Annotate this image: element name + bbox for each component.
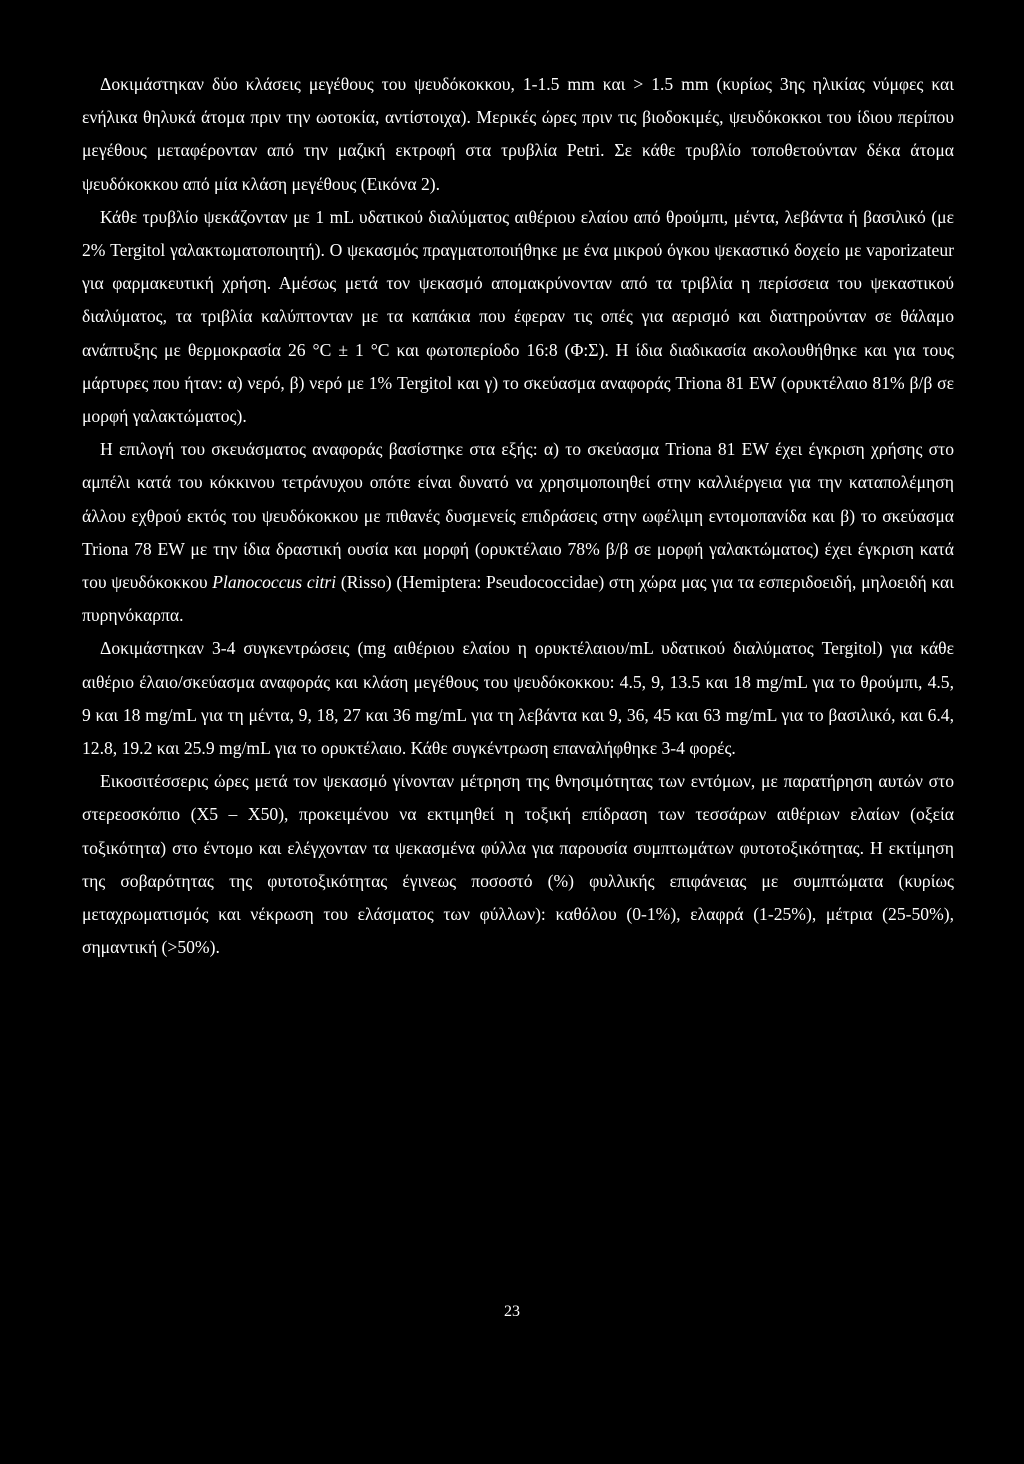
page-number: 23 — [504, 1303, 520, 1320]
document-body — [82, 68, 954, 964]
reference-text-before: Η επιλογή του σκευάσματος αναφοράς βασίστηκε στα εξής: α) το σκεύασμα Triona 81 EW έχει έγκριση χρήσης στο αμπέλι κατά του κόκκινου τετράνυχου οπότε είναι δυνατό να χρησιμοποιηθεί στην καλλιέργεια για την καταπολέμηση άλλου εχθρού εκτός του ψευδόκοκκου με πιθανές δυσμενείς επιδράσεις στην ωφέλιμη εντομοπανίδα και β) το σκεύασμα Triona 78 EW με την ίδια δραστική ουσία και μορφή (ορυκτέλαιο 78% β/β σε μορφή γαλακτώματος) έχει έγκριση κατά του ψευδόκοκκου — [82, 439, 954, 593]
paragraph-size-classes: Δοκιμάστηκαν δύο κλάσεις μεγέθους του ψευδόκοκκου, 1-1.5 mm και > 1.5 mm (κυρίως 3ης ηλικίας νύμφες και ενήλικα θηλυκά άτομα πριν την ωοτοκία, αντίστοιχα). Μερικές ώρες πριν τις βιοδοκιμές, ψευδόκοκκοι του ίδιου περίπου μεγέθους μεταφέρονταν από την μαζική εκτροφή στα τρυβλία Petri. Σε κάθε τρυβλίο τοποθετούνταν δέκα άτομα ψευδόκοκκου από μία κλάση μεγέθους (Εικόνα 2). — [82, 74, 954, 194]
species-name-italic: Planococcus citri — [212, 572, 337, 593]
paragraph-spraying-method: Κάθε τρυβλίο ψεκάζονταν με 1 mL υδατικού διαλύματος αιθέριου ελαίου από θρούμπι, μέντα, λεβάντα ή βασιλικό (με 2% Tergitol γαλακτωματοποιητή). Ο ψεκασμός πραγματοποιήθηκε με ένα μικρού όγκου ψεκαστικό δοχείο με vaporizateur για φαρμακευτική χρήση. Αμέσως μετά τον ψεκασμό απομακρύνονταν από τα τριβλία η περίσσεια του ψεκαστικού διαλύματος, τα τριβλία καλύπτονταν με τα καπάκια που έφεραν τις οπές για αερισμό και διατηρούνταν σε θάλαμο ανάπτυξης με θερμοκρασία 26 °C ± 1 °C και φωτοπερίοδο 16:8 (Φ:Σ). Η ίδια διαδικασία ακολουθήθηκε και για τους μάρτυρες που ήταν: α) νερό, β) νερό με 1% Tergitol και γ) το σκεύασμα αναφοράς Triona 81 EW (ορυκτέλαιο 81% β/β σε μορφή γαλακτώματος). — [82, 206, 954, 427]
paragraph-concentrations: Δοκιμάστηκαν 3-4 συγκεντρώσεις (mg αιθέριου ελαίου η ορυκτέλαιου/mL υδατικού διαλύματος Tergitol) για κάθε αιθέριο έλαιο/σκεύασμα αναφοράς και κλάση μεγέθους του ψευδόκοκκου: 4.5, 9, 13.5 και 18 mg/mL για το θρούμπι, 4.5, 9 και 18 mg/mL για τη μέντα, 9, 18, 27 και 36 mg/mL για τη λεβάντα και 9, 36, 45 και 63 mg/mL για το βασιλικό, και 6.4, 12.8, 19.2 και 25.9 mg/mL για το ορυκτέλαιο. Κάθε συγκέντρωση επαναλήφθηκε 3-4 φορές. — [82, 638, 954, 759]
reference-text-after: (Risso) (Hemiptera: Pseudococcidae) στη χώρα μας για τα εσπεριδοειδή, μηλοειδή και πυρηνόκαρπα. — [82, 572, 954, 626]
paragraph-mortality-assessment: Εικοσιτέσσερις ώρες μετά τον ψεκασμό γίνονταν μέτρηση της θνησιμότητας των εντόμων, με παρατήρηση αυτών στο στερεοσκόπιο (X5 – X50), προκειμένου να εκτιμηθεί η τοξική επίδραση των τεσσάρων αιθέριων ελαίων (οξεία τοξικότητα) στο έντομο και ελέγχονταν τα ψεκασμένα φύλλα για παρουσία συμπτωμάτων φυτοτοξικότητας. Η εκτίμηση της σοβαρότητας της φυτοτοξικότητας έγινεως ποσοστό (%) φυλλικής επιφάνειας με συμπτώματα (κυρίως μεταχρωματισμός και νέκρωση του ελάσματος των φύλλων): καθόλου (0-1%), ελαφρά (1-25%), μέτρια (25-50%), σημαντική (>50%). — [82, 771, 954, 958]
paragraph-reference-product — [82, 433, 954, 632]
